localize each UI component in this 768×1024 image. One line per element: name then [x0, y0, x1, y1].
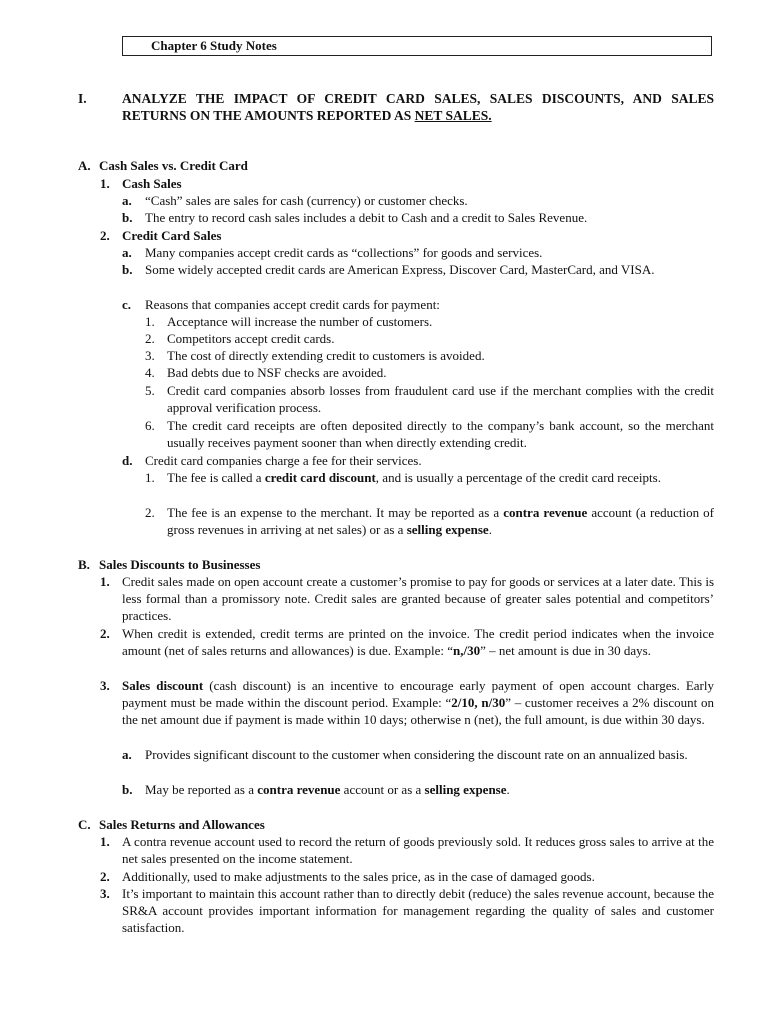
a2a-text: Many companies accept credit cards as “collections” for goods and services.	[145, 245, 543, 260]
a2d-label: d.	[122, 453, 133, 468]
section-c-label: C.	[78, 817, 91, 832]
fee-2-term-2: selling expense	[406, 522, 489, 537]
b2-post: ” – net amount is due in 30 days.	[480, 643, 651, 658]
a2b-text: Some widely accepted credit cards are American Express, Discover Card, MasterCard, and VISA.	[145, 262, 655, 277]
fee-1-term: credit card discount	[264, 470, 376, 485]
fee-2-term-1: contra revenue	[503, 505, 588, 520]
c3-text: It’s important to maintain this account rather than to directly debit (reduce) the sales revenue account, because the SR&A account provides important information for management regarding the quality of sales and customer satisfaction.	[122, 886, 714, 935]
section-b-title: Sales Discounts to Businesses	[99, 557, 261, 572]
a1a-text: “Cash” sales are sales for cash (currency) or customer checks.	[145, 193, 468, 208]
reason-2-number: 2.	[145, 331, 155, 346]
section-a-label: A.	[78, 158, 91, 173]
b2-number: 2.	[100, 626, 110, 641]
a2b-label: b.	[122, 262, 133, 277]
a1-number: 1.	[100, 176, 110, 191]
b3-text	[122, 677, 714, 728]
a1-title: Cash Sales	[122, 176, 182, 191]
c3-number: 3.	[100, 886, 110, 901]
b3-term: Sales discount	[122, 678, 204, 693]
b3b-term-2: selling expense	[424, 782, 507, 797]
b2-text-main: When credit is extended, credit terms are printed on the invoice. The credit period indicates when the invoice amount (net of sales returns and allowances) is due. Example: “	[122, 626, 714, 658]
b3-example: 2/10, n/30	[451, 695, 506, 710]
reason-3-number: 3.	[145, 348, 155, 363]
b1-text: Credit sales made on open account create a customer’s promise to pay for goods or services at a later date. This is less formal than a promissory note. Credit sales are granted because of greater sales potential and competitors’ practices.	[122, 574, 714, 623]
b1-number: 1.	[100, 574, 110, 589]
a2d-text: Credit card companies charge a fee for their services.	[145, 453, 422, 468]
b3-text-main: (cash discount) is an incentive to encourage early payment of open account charges. Early payment must be made within the discount period. Example: “	[122, 678, 714, 710]
a1b-text: The entry to record cash sales includes a debit to Cash and a credit to Sales Revenue.	[145, 210, 588, 225]
fee-1-post: , and is usually a percentage of the credit card receipts.	[375, 470, 661, 485]
b3-number: 3.	[100, 678, 110, 693]
reason-1-text: Acceptance will increase the number of customers.	[167, 314, 433, 329]
a1a-label: a.	[122, 193, 132, 208]
c2-number: 2.	[100, 869, 110, 884]
c1-text: A contra revenue account used to record the return of goods previously sold. It reduces gross sales to arrive at the net sales presented on the income statement.	[122, 834, 714, 866]
b3b-post: .	[506, 782, 510, 797]
section-i-heading-underlined: NET SALES.	[414, 108, 492, 123]
section-a-title: Cash Sales vs. Credit Card	[99, 158, 248, 173]
b3-post: ” – customer receives a 2% discount on the net amount due if payment is made within 10 days; otherwise n (net), the full amount, is due within 30 days.	[122, 695, 714, 727]
a2-number: 2.	[100, 228, 110, 243]
c2-text: Additionally, used to make adjustments to the sales price, as in the case of damaged goods.	[122, 869, 595, 884]
fee-1-number: 1.	[145, 470, 155, 485]
reason-4-text: Bad debts due to NSF checks are avoided.	[167, 365, 387, 380]
b3a-label: a.	[122, 747, 132, 762]
section-i-heading-text: ANALYZE THE IMPACT OF CREDIT CARD SALES, SALES DISCOUNTS, AND SALES RETURNS ON THE AMOUNTS REPORTED AS	[122, 91, 714, 123]
b2-term: n,/30	[453, 643, 481, 658]
a2c-text: Reasons that companies accept credit cards for payment:	[145, 297, 440, 312]
b3b-mid: account or as a	[343, 782, 422, 797]
fee-1-text	[167, 469, 714, 486]
reason-5-number: 5.	[145, 383, 155, 398]
reason-6-text: The credit card receipts are often deposited directly to the company’s bank account, so the merchant usually receives payment sooner than when directly extending credit.	[167, 418, 714, 450]
b3b-label: b.	[122, 782, 133, 797]
a2a-label: a.	[122, 245, 132, 260]
b2-text	[122, 625, 714, 659]
fee-2-pre: The fee is an expense to the merchant. It may be reported as a	[167, 505, 500, 520]
a2c-label: c.	[122, 297, 132, 312]
b3b-term-1: contra revenue	[257, 782, 341, 797]
reason-4-number: 4.	[145, 365, 155, 380]
reason-3-text: The cost of directly extending credit to customers is avoided.	[167, 348, 485, 363]
fee-1-pre: The fee is called a	[167, 470, 262, 485]
reason-1-number: 1.	[145, 314, 155, 329]
reason-5-text: Credit card companies absorb losses from fraudulent card use if the merchant complies with the credit approval verification process.	[167, 383, 714, 415]
reason-6-number: 6.	[145, 418, 155, 433]
a2-title: Credit Card Sales	[122, 228, 222, 243]
fee-2-number: 2.	[145, 505, 155, 520]
fee-2-post: .	[488, 522, 492, 537]
chapter-title: Chapter 6 Study Notes	[151, 38, 277, 53]
section-b-label: B.	[78, 557, 90, 572]
c1-number: 1.	[100, 834, 110, 849]
section-i-heading	[122, 90, 714, 124]
section-i-number: I.	[78, 91, 87, 106]
fee-2-text	[167, 504, 714, 538]
b3b-text	[145, 781, 510, 798]
b3b-pre: May be reported as a	[145, 782, 255, 797]
fee-2-mid: account (a reduction of gross revenues in arriving at net sales) or as a	[167, 505, 715, 537]
b3a-text: Provides significant discount to the customer when considering the discount rate on an annualized basis.	[145, 747, 688, 762]
section-c-title: Sales Returns and Allowances	[99, 817, 265, 832]
chapter-title-box	[122, 36, 712, 56]
a1b-label: b.	[122, 210, 133, 225]
reason-2-text: Competitors accept credit cards.	[167, 331, 335, 346]
